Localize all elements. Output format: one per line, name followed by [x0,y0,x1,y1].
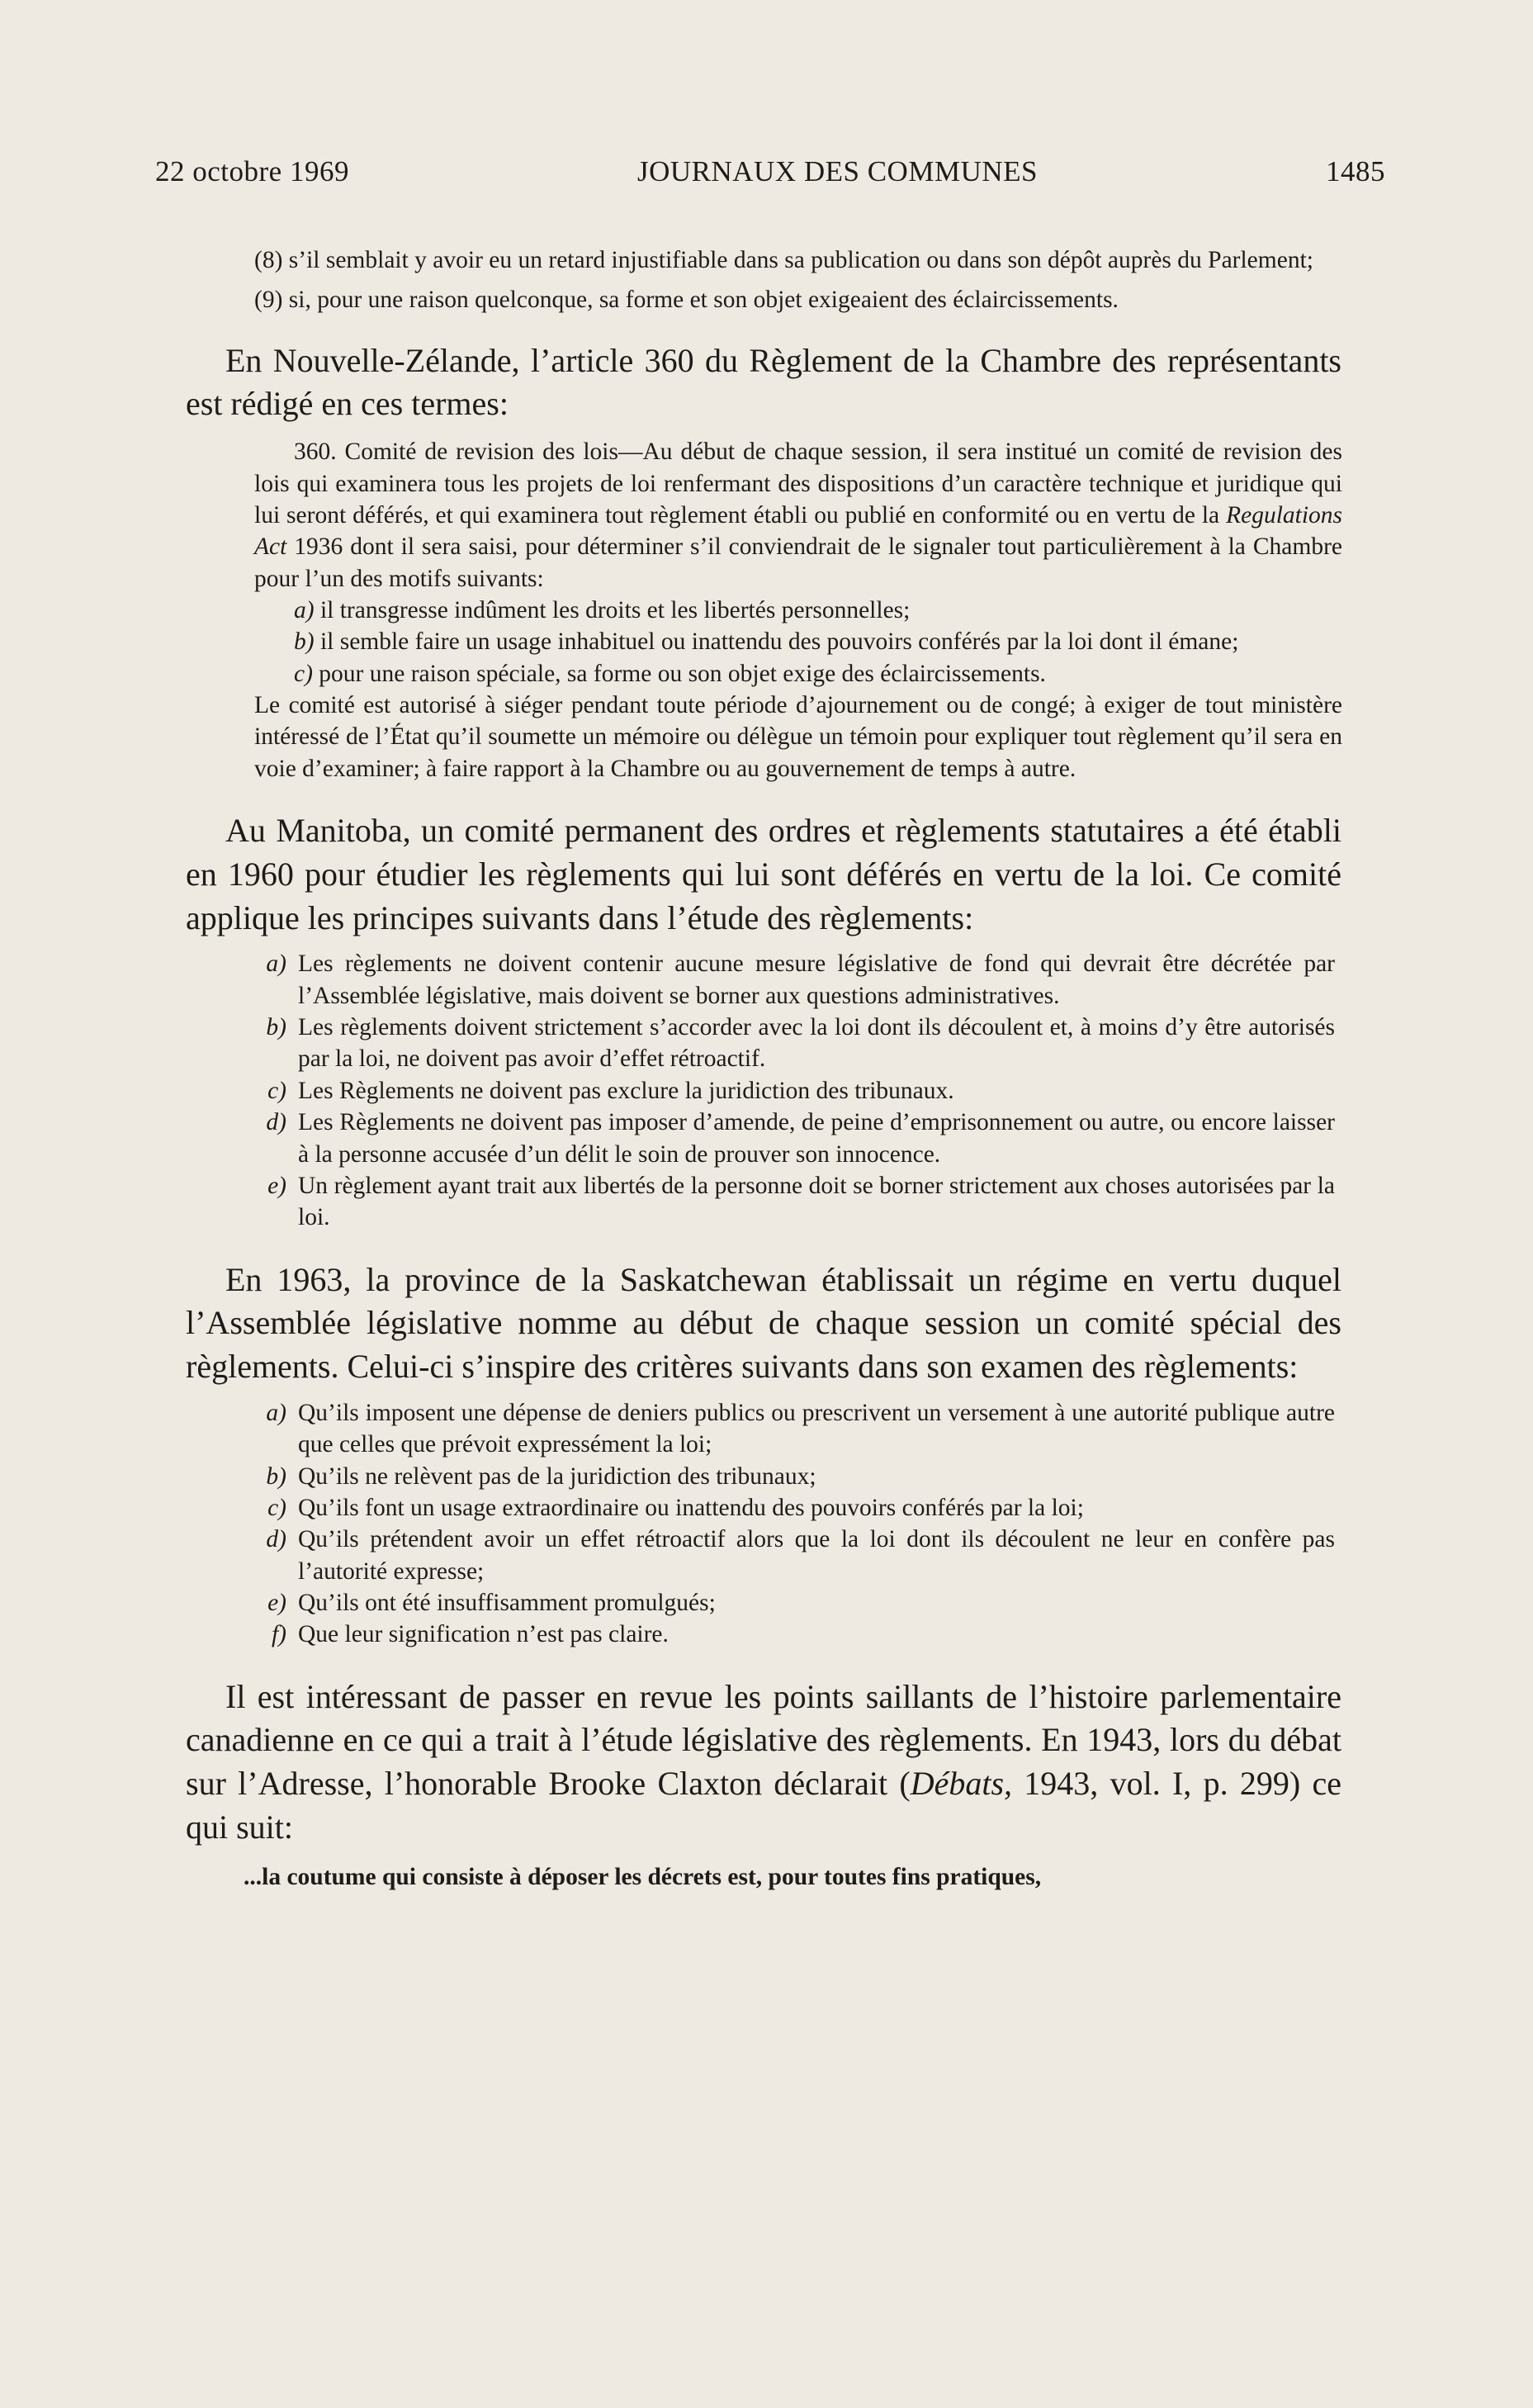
item-9: (9) si, pour une raison quelconque, sa forme et son objet exigeaient des éclaircissements. [254,287,1119,314]
nz-closing: Le comité est autorisé à siéger pendant toute période d’ajournement ou de congé; à exiger de tout ministère intéressé de l’État qu’il soumette un mémoire ou délègue un témoin pour expliquer tout règlement qu’il sera en voie d’examiner; à faire rapport à la Chambre ou au gouvernement de temps à autre. [254,692,1342,782]
manitoba-item-c: c) Les Règlements ne doivent pas exclure la juridiction des tribunaux. [267,1077,954,1104]
page-body [186,244,1341,1893]
sask-item-e: e) Qu’ils ont été insuffisamment promulgués; [267,1590,716,1616]
nz-quote [254,436,1342,784]
manitoba-item-b: b) Les règlements doivent strictement s’accorder avec la loi dont ils découlent et, à moins d’y être autorisés par la loi, ne doivent pas avoir d’effet rétroactif. [266,1014,1335,1073]
debats-citation: Débats, [910,1765,1013,1803]
manitoba-item-e: e) Un règlement ayant trait aux libertés de la personne doit se borner strictement aux choses autorisées par la loi. [267,1172,1335,1231]
sask-item-b: b) Qu’ils ne relèvent pas de la juridiction des tribunaux; [266,1462,816,1490]
page-header [155,155,1385,188]
manitoba-item-a: a) Les règlements ne doivent contenir aucune mesure législative de fond qui devrait être décrétée par l’Assemblée législative, mais doivent se borner aux questions administratives. [266,950,1335,1009]
paragraph-saskatchewan: En 1963, la province de la Saskatchewan établissait un régime en vertu duquel l’Assemblée législative nomme au début de chaque session un comité spécial des règlements. Celui-ci s’inspire des critères suivants dans son examen des règlements: [186,1260,1341,1386]
sask-item-c: c) Qu’ils font un usage extraordinaire ou inattendu des pouvoirs conférés par la loi; [267,1494,1084,1521]
nz-item-c: c) pour une raison spéciale, sa forme ou son objet exige des éclaircissements. [294,660,1046,687]
nz-intro: 360. Comité de revision des lois—Au début de chaque session, il sera institué un comité de revision des lois qui examinera tous les projets de loi renfermant des dispositions d’un caractère technique et juridique qui lui seront déférés, et qui examinera tout règlement établi ou publié en conformité ou en vertu de la Regulations Act 1936 dont il sera saisi, pour déterminer s’il conviendrait de le signaler tout particulièrement à la Chambre pour l’un des motifs suivants: [254,438,1343,592]
sask-item-d: d) Qu’ils prétendent avoir un effet rétroactif alors que la loi dont ils découlent ne leur en confère pas l’autorité expresse; [266,1526,1335,1585]
final-quote: ...la coutume qui consiste à déposer les décrets est, pour toutes fins pratiques, [244,1863,1042,1890]
nz-item-a: a) il transgresse indûment les droits et les libertés personnelles; [294,597,911,623]
regulations-act: Regulations Act [254,501,1343,561]
paragraph-claxton: Il est intéressant de passer en revue les points saillants de l’histoire parlementaire canadienne en ce qui a trait à l’étude législative des règlements. En 1943, lors du débat sur l’Adresse, l’honorable Brooke Claxton déclarait (Débats, 1943, vol. I, p. 299) ce qui suit: [186,1677,1342,1846]
item-8: (8) s’il semblait y avoir eu un retard injustifiable dans sa publication ou dans son dépôt auprès du Parlement; [254,247,1313,273]
header-page-number: 1485 [1325,155,1385,187]
paragraph-nouvelle-zelande: En Nouvelle-Zélande, l’article 360 du Règlement de la Chambre des représentants est rédigé en ces termes: [186,341,1341,423]
sask-item-a: a) Qu’ils imposent une dépense de deniers publics ou prescrivent un versement à une autorité publique autre que celles que prévoit expressément la loi; [266,1399,1335,1458]
manitoba-list [252,948,1335,1233]
saskatchewan-list [252,1397,1335,1651]
paragraph-manitoba: Au Manitoba, un comité permanent des ordres et règlements statutaires a été établi en 1960 pour étudier les règlements qui lui sont déférés en vertu de la loi. Ce comité applique les principes suivants dans l’étude des règlements: [186,812,1341,936]
header-title: JOURNAUX DES COMMUNES [636,155,1038,187]
sask-item-f: f) Que leur signification n’est pas claire. [271,1621,669,1648]
manitoba-item-d: d) Les Règlements ne doivent pas imposer d’amende, de peine d’emprisonnement ou autre, ou encore laisser à la personne accusée d’un délit le soin de prouver son innocence. [266,1109,1335,1168]
top-items [254,244,1342,316]
nz-item-b: b) il semble faire un usage inhabituel ou inattendu des pouvoirs conférés par la loi dont il émane; [294,628,1239,656]
header-date: 22 octobre 1969 [155,155,349,187]
